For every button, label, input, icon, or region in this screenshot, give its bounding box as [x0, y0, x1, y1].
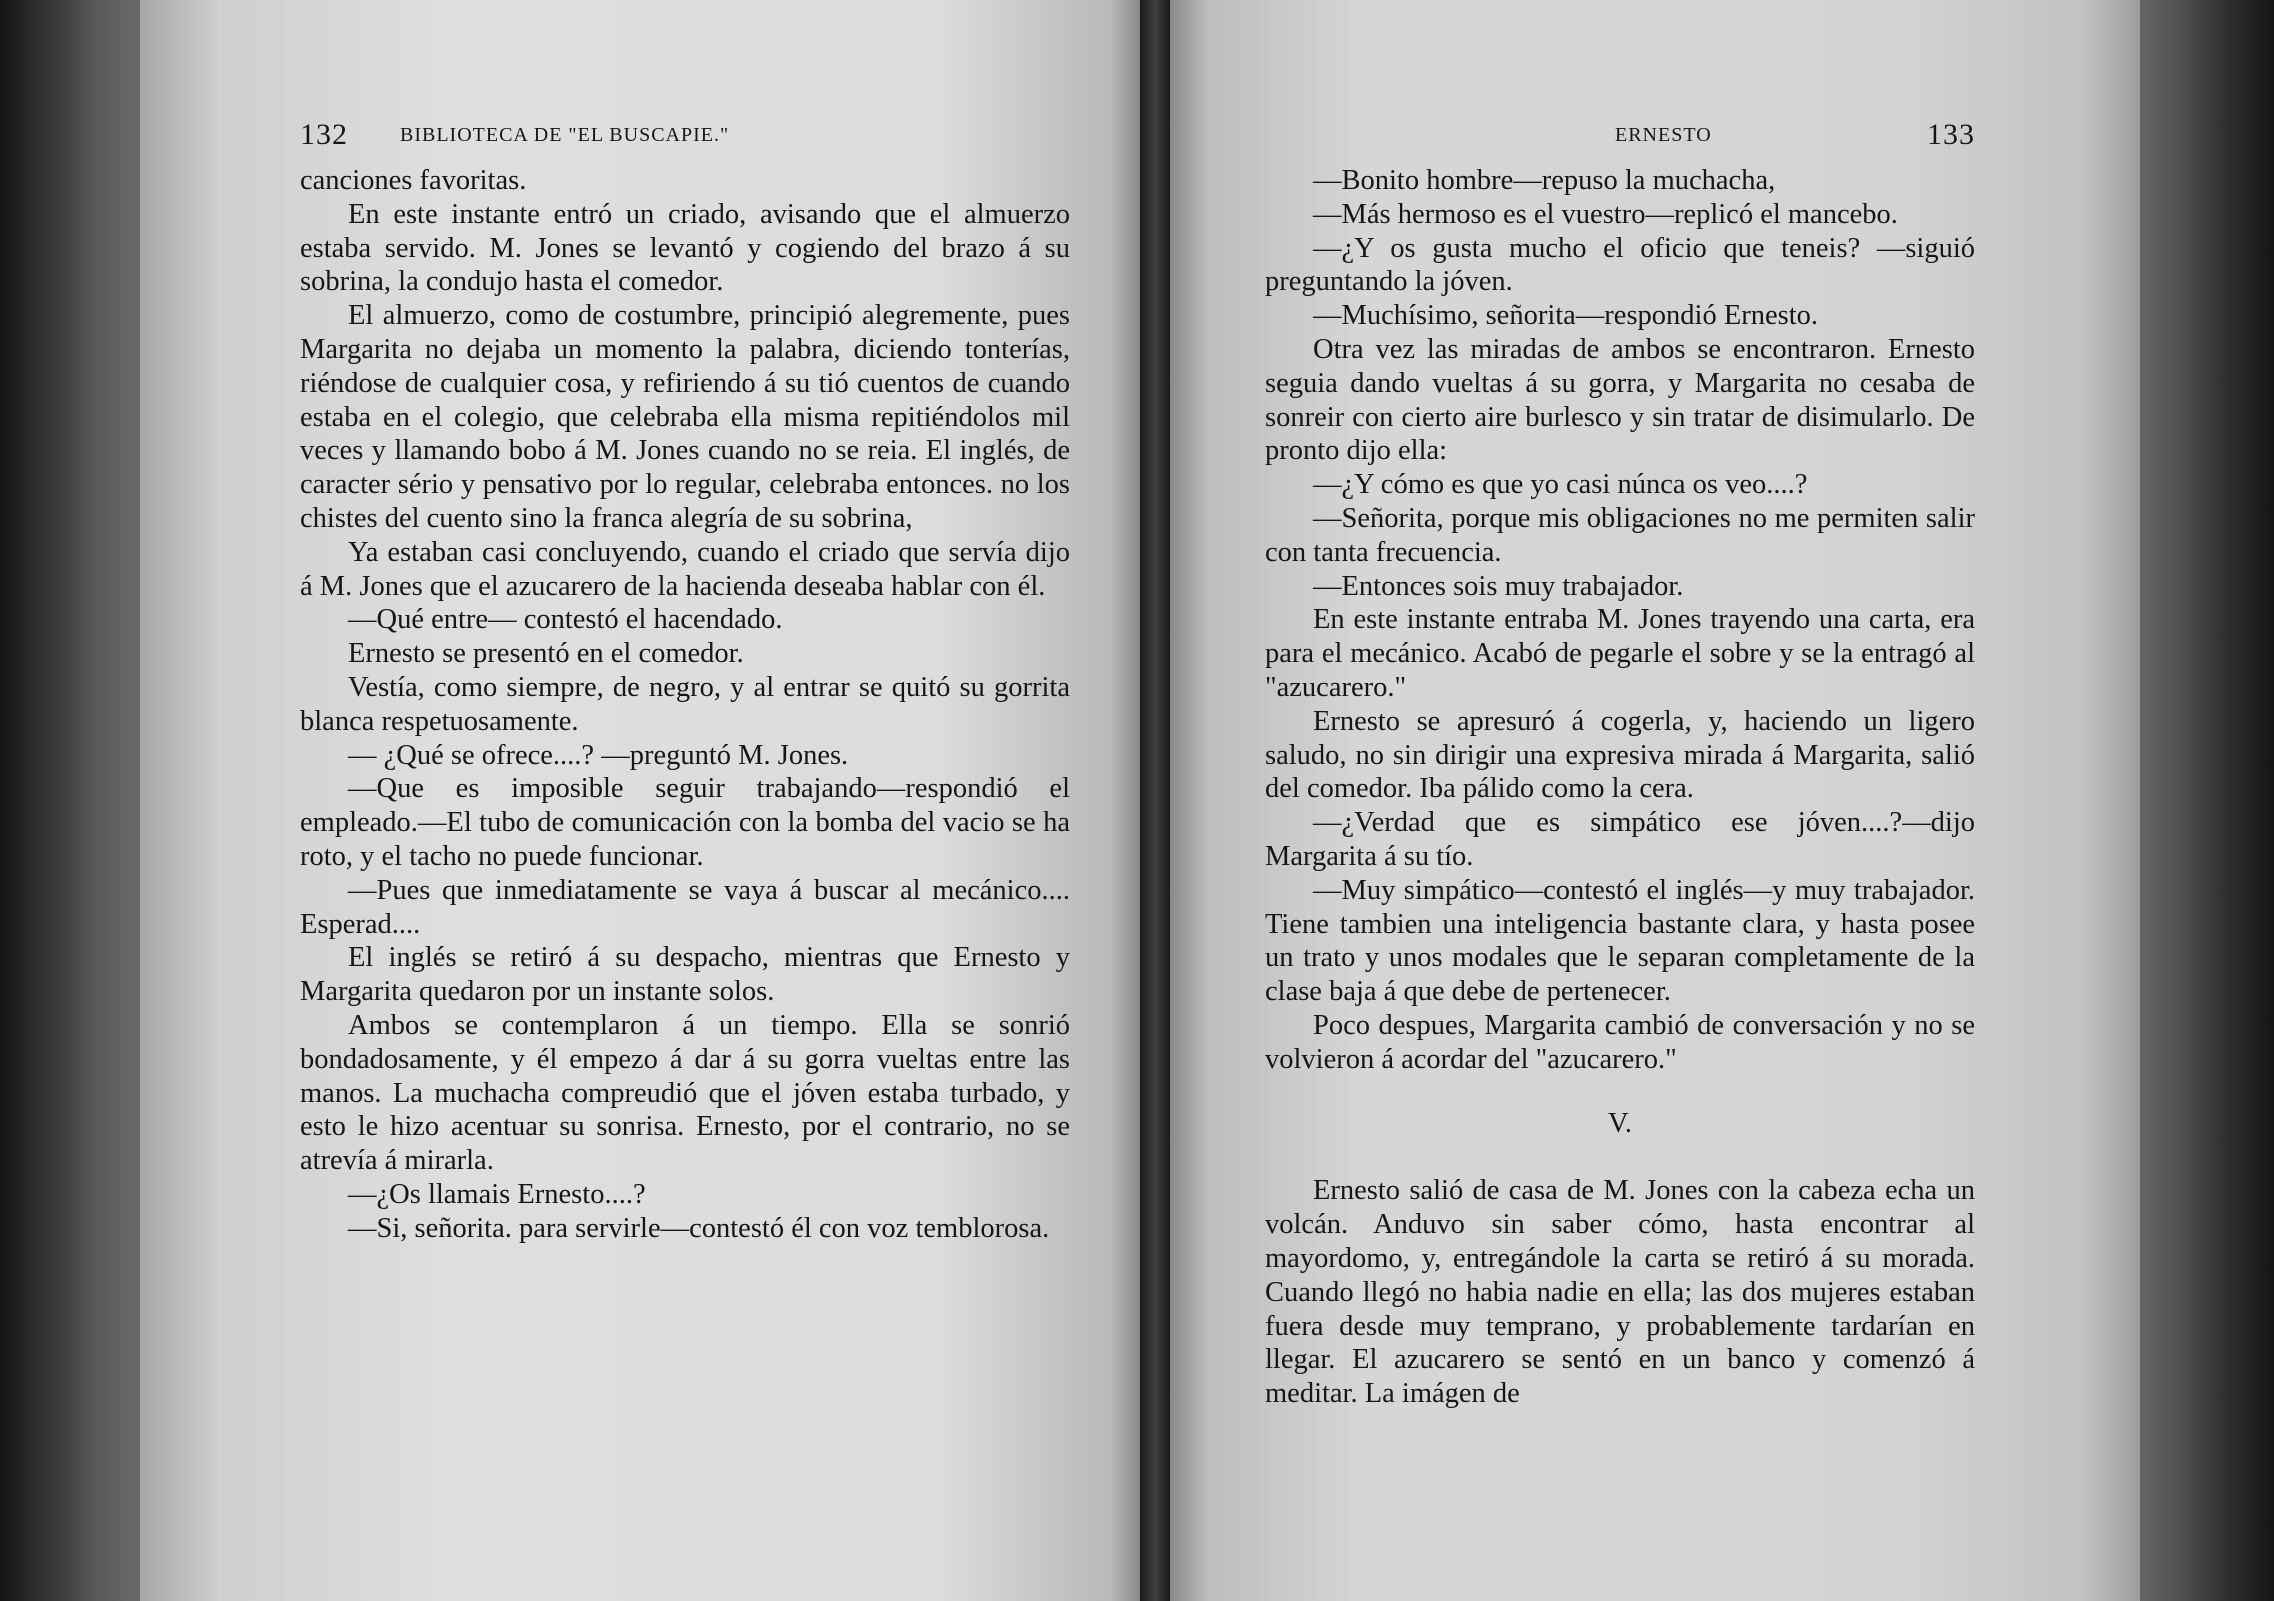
- paragraph: —¿Os llamais Ernesto....?: [348, 1178, 646, 1210]
- paragraph: En este instante entró un criado, avisando que el almuerzo estaba servido. M. Jones se levantó y cogiendo del brazo á su sobrina, la condujo hasta el comedor.: [300, 198, 1070, 298]
- book-spine: [1140, 0, 1170, 1601]
- paragraph: — ¿Qué se ofrece....? —preguntó M. Jones.: [348, 739, 849, 771]
- paragraph: —Muchísimo, señorita—respondió Ernesto.: [1313, 300, 1819, 332]
- paragraph: —Bonito hombre—repuso la muchacha,: [1313, 165, 1776, 196]
- paragraph: Ya estaban casi concluyendo, cuando el criado que servía dijo á M. Jones que el azucarero de la hacienda deseaba hablar con él.: [300, 536, 1070, 602]
- paragraph: —Pues que inmediatamente se vaya á buscar al mecánico.... Esperad....: [300, 874, 1070, 940]
- right-page-body: [1265, 164, 1975, 1411]
- paragraph: —¿Y cómo es que yo casi núnca os veo....?: [1313, 469, 1808, 501]
- paragraph: —Muy simpático—contestó el inglés—y muy trabajador. Tiene tambien una inteligencia bastante clara, y hasta posee un trato y unos modales que le separan completamente de la clase baja á que debe de pertenecer.: [1265, 874, 1975, 1008]
- paragraph: En este instante entraba M. Jones trayendo una carta, era para el mecánico. Acabó de pegarle el sobre y se la entragó al "azucarero.": [1265, 604, 1975, 703]
- paragraph: Ambos se contemplaron á un tiempo. Ella se sonrió bondadosamente, y él empezo á dar á su gorra vueltas entre las manos. La muchacha compreudió que el jóven estaba turbado, y esto le hizo acentuar su sonrisa. Ernesto, por el contrario, no se atrevía á mirarla.: [300, 1009, 1070, 1177]
- paragraph: —¿Verdad que es simpático ese jóven....?—dijo Margarita á su tío.: [1265, 807, 1975, 872]
- paragraph: El almuerzo, como de costumbre, principió alegremente, pues Margarita no dejaba un momento la palabra, diciendo tonterías, riéndose de cualquier cosa, y refiriendo á su tió cuentos de cuando estaba en el colegio, que celebraba ella misma repitiéndolos mil veces y llamando bobo á M. Jones cuando no se reia. El inglés, de caracter sério y pensativo por lo regular, celebraba entonces. no los chistes del cuento sino la franca alegría de su sobrina,: [300, 300, 1070, 534]
- paragraph: —Más hermoso es el vuestro—replicó el mancebo.: [1313, 198, 1898, 230]
- right-running-head: ERNESTO: [1615, 124, 1712, 146]
- paragraph: —Señorita, porque mis obligaciones no me permiten salir con tanta frecuencia.: [1265, 502, 1975, 568]
- chapter-heading: V.: [1607, 1107, 1633, 1139]
- paragraph: Otra vez las miradas de ambos se encontraron. Ernesto seguia dando vueltas á su gorra, y Margarita no cesaba de sonreir con cierto aire burlesco y sin tratar de disimularlo. De pronto dijo ella:: [1265, 333, 1975, 467]
- paragraph: —Entonces sois muy trabajador.: [1313, 570, 1684, 602]
- book-edge-right: [2140, 0, 2274, 1601]
- paragraph: —Que es imposible seguir trabajando—respondió el empleado.—El tubo de comunicación con la bomba del vacio se ha roto, y el tacho no puede funcionar.: [300, 773, 1070, 872]
- paragraph: Ernesto se presentó en el comedor.: [348, 638, 744, 670]
- left-page-header: [300, 110, 1070, 150]
- paragraph: Poco despues, Margarita cambió de conversación y no se volvieron á acordar del "azucarero.": [1265, 1009, 1975, 1075]
- paragraph: —Si, señorita. para servirle—contestó él con voz temblorosa.: [348, 1212, 1050, 1244]
- left-page: [140, 0, 1140, 1601]
- paragraph: El inglés se retiró á su despacho, mientras que Ernesto y Margarita quedaron por un instante solos.: [300, 942, 1070, 1008]
- paragraph: Vestía, como siempre, de negro, y al entrar se quitó su gorrita blanca respetuosamente.: [300, 671, 1070, 737]
- paragraph: —Qué entre— contestó el hacendado.: [348, 604, 783, 636]
- paragraph: Ernesto se apresuró á cogerla, y, haciendo un ligero saludo, no sin dirigir una expresiva mirada á Margarita, salió del comedor. Iba pálido como la cera.: [1265, 705, 1975, 805]
- right-page-number: 133: [1927, 118, 1975, 151]
- paragraph: Ernesto salió de casa de M. Jones con la cabeza echa un volcán. Anduvo sin saber cómo, hasta encontrar al mayordomo, y, entregándole la carta se retiró á su morada. Cuando llegó no habia nadie en ella; las dos mujeres estaban fuera desde muy temprano, y probablemente tardarían en llegar. El azucarero se sentó en un banco y comenzó á meditar. La imágen de: [1265, 1175, 1975, 1410]
- paragraph: —¿Y os gusta mucho el oficio que teneis? —siguió preguntando la jóven.: [1265, 232, 1975, 298]
- book-edge-left: [0, 0, 140, 1601]
- paragraph: canciones favoritas.: [300, 165, 527, 196]
- right-page-header: [1265, 110, 1975, 150]
- left-running-head: BIBLIOTECA DE "EL BUSCAPIE.": [400, 124, 730, 146]
- left-page-body: [300, 164, 1070, 1246]
- right-page: [1170, 0, 2140, 1601]
- left-page-number: 132: [300, 118, 348, 151]
